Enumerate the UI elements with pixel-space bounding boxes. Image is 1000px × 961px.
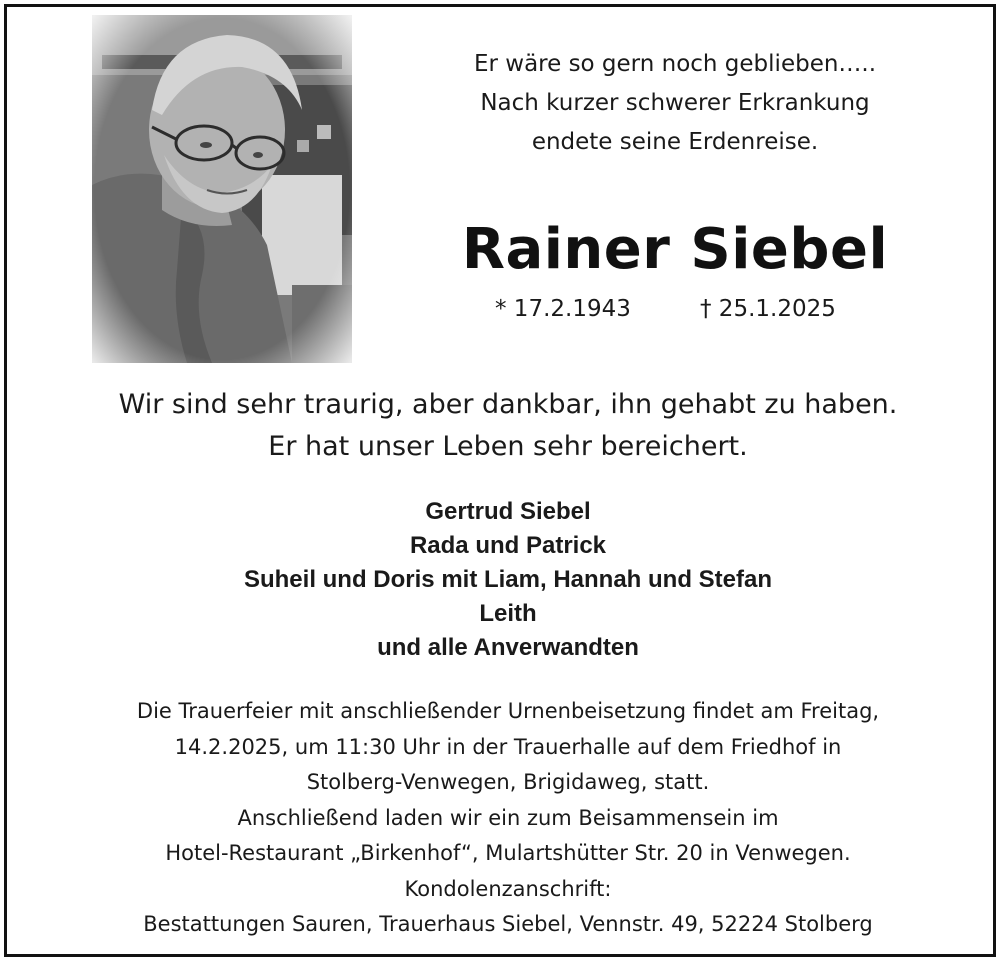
mourner-entry: Suheil und Doris mit Liam, Hannah und Stefan	[243, 566, 773, 593]
birth-date: * 17.2.1943	[495, 296, 631, 322]
mourner-entry: Gertrud Siebel	[425, 498, 591, 525]
thanks-line: Wir sind sehr traurig, aber dankbar, ihn gehabt zu haben.	[118, 389, 898, 420]
thanks-line: Er hat unser Leben sehr bereichert.	[268, 431, 748, 462]
portrait-photo	[92, 15, 352, 363]
info-line: Kondolenzanschrift:	[404, 876, 612, 901]
mourner-entry: Leith	[479, 600, 537, 627]
mourner-entry: Rada und Patrick	[409, 532, 607, 559]
info-line: Stolberg-Venwegen, Brigidaweg, statt.	[306, 770, 710, 794]
info-line: Anschließend laden wir ein zum Beisammensein im	[237, 805, 779, 830]
mourner-entry: und alle Anverwandten	[377, 634, 639, 661]
info-line: Hotel-Restaurant „Birkenhof“, Mulartshütter Str. 20 in Venwegen.	[165, 841, 851, 865]
verse-line: endete seine Erdenreise.	[531, 129, 819, 155]
verse-line: Er wäre so gern noch geblieben…..	[473, 51, 877, 77]
info-line: Bestattungen Sauren, Trauerhaus Siebel, Vennstr. 49, 52224 Stolberg	[143, 912, 873, 936]
death-date: † 25.1.2025	[700, 296, 836, 322]
deceased-name: Rainer Siebel	[461, 217, 889, 282]
verse-line: Nach kurzer schwerer Erkrankung	[480, 90, 870, 116]
info-line: Die Trauerfeier mit anschließender Urnenbeisetzung findet am Freitag,	[136, 699, 880, 723]
mourners-list	[40, 495, 976, 665]
thanks-text	[40, 384, 976, 468]
verse-text	[390, 45, 960, 162]
funeral-info	[30, 694, 986, 943]
info-line: 14.2.2025, um 11:30 Uhr in der Trauerhalle auf dem Friedhof in	[174, 734, 842, 759]
